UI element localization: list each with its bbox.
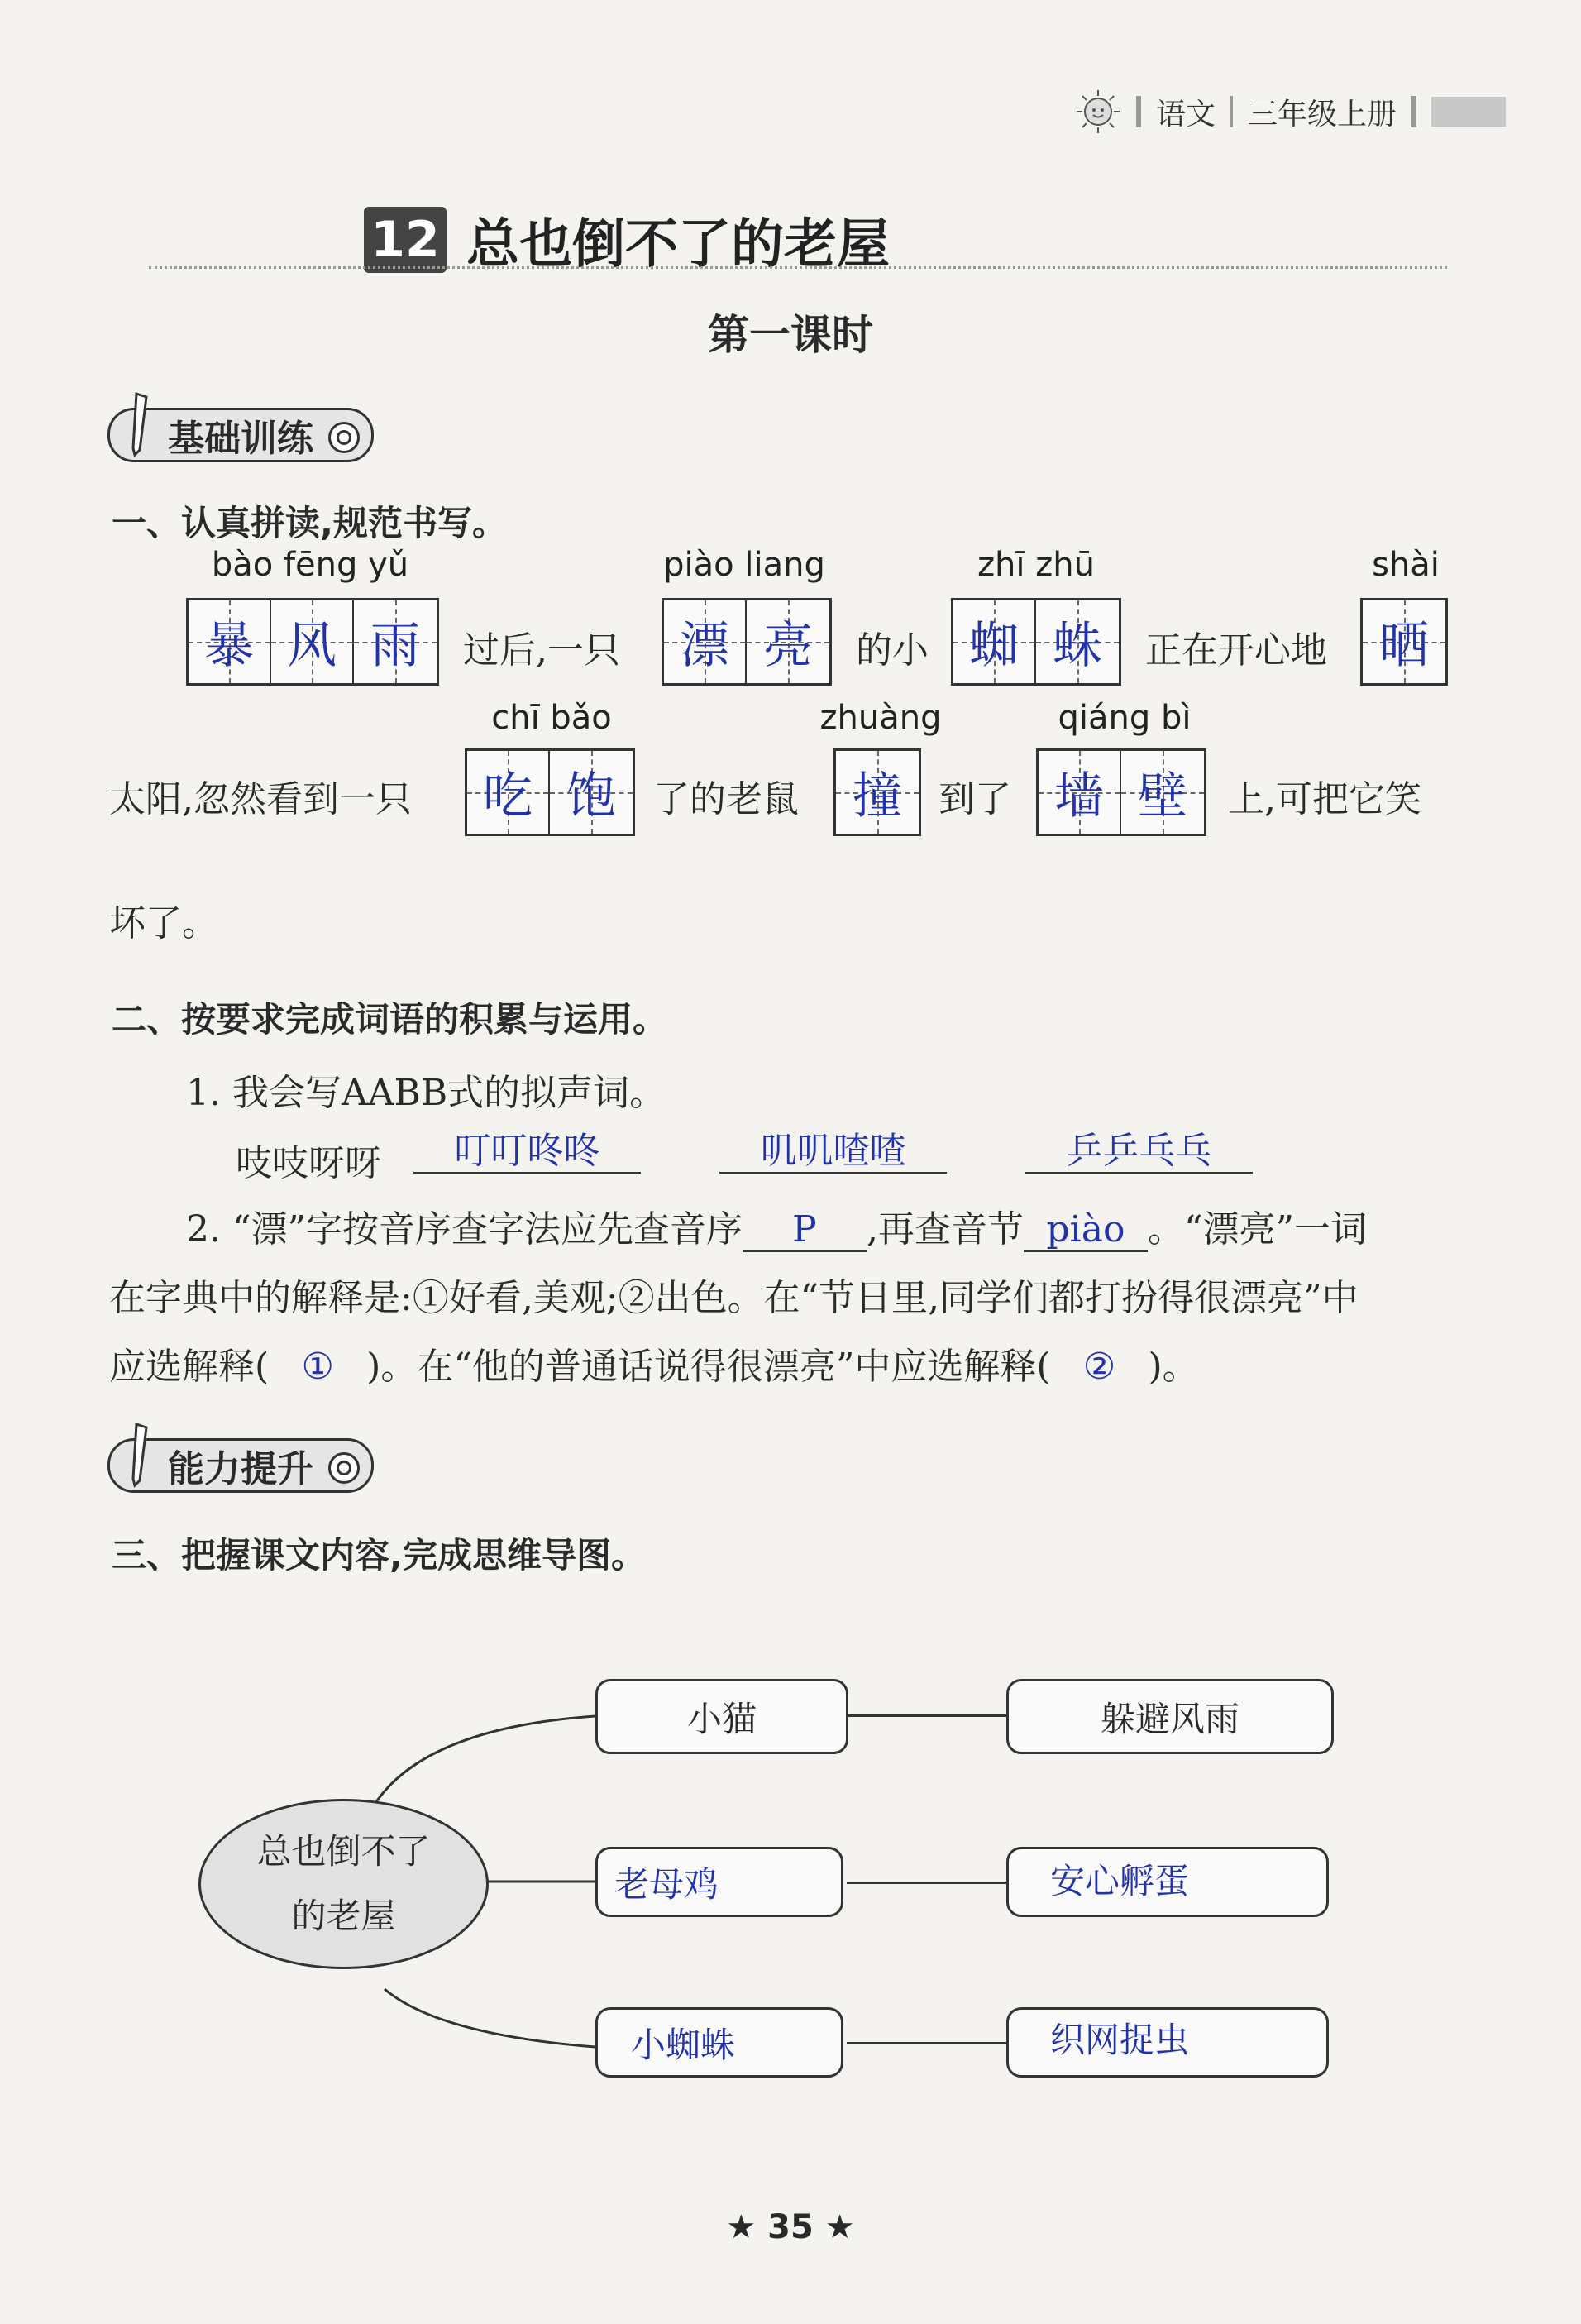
- sentence-text: 坏了。: [109, 902, 218, 944]
- node-text: 小蜘蛛: [631, 2024, 736, 2065]
- answer-blank: 叽叽喳喳: [719, 1121, 947, 1174]
- header-divider: [1136, 96, 1141, 127]
- pinyin: piào liang: [663, 546, 825, 584]
- pencil-icon: [128, 392, 153, 458]
- mindmap-node: [1006, 1847, 1329, 1917]
- grid-cell: 风: [271, 600, 354, 683]
- item-2-text: )。: [1148, 1346, 1199, 1388]
- writing-grid: [1036, 748, 1206, 836]
- title-divider: [149, 266, 1447, 269]
- item-2-line-2: 在字典中的解释是:①好看,美观;②出色。在“节日里,同学们都打扮得很漂亮”中: [109, 1277, 1359, 1319]
- pinyin: chī bǎo: [491, 699, 612, 737]
- mindmap-node: [595, 2007, 843, 2078]
- grade-label: 三年级上册: [1248, 97, 1397, 132]
- answer-choice: ②: [1082, 1346, 1116, 1388]
- header-gray-block: [1431, 97, 1506, 127]
- sentence-text: 正在开心地: [1145, 629, 1327, 672]
- answer-blank: piào: [1024, 1208, 1148, 1252]
- writing-grid: [951, 598, 1121, 686]
- grid-cell: 漂: [664, 600, 747, 683]
- center-text: 的老屋: [291, 1896, 396, 1936]
- pinyin: shài: [1372, 546, 1440, 584]
- grid-cell: 蛛: [1036, 600, 1119, 683]
- grid-cell: 壁: [1121, 751, 1204, 834]
- pinyin: zhuàng: [819, 699, 942, 737]
- question-1-heading: 一、认真拼读,规范书写。: [112, 503, 507, 543]
- item-2-text: )。在“他的普通话说得很漂亮”中应选解释(: [366, 1346, 1051, 1388]
- mindmap-node: [1006, 2007, 1329, 2078]
- section-tag-basic: [107, 405, 374, 465]
- grid-cell: 亮: [747, 600, 829, 683]
- writing-grid: [662, 598, 832, 686]
- example-word: 吱吱呀呀: [236, 1142, 381, 1184]
- grid-cell: 暴: [189, 600, 271, 683]
- mindmap-link: [847, 1882, 1006, 1884]
- grid-cell: 墙: [1039, 751, 1121, 834]
- grid-cell: 饱: [550, 751, 633, 834]
- item-1-prompt: 1. 我会写AABB式的拟声词。: [186, 1072, 666, 1114]
- mindmap-node: [595, 1847, 843, 1917]
- lesson-number: 12: [364, 207, 447, 273]
- writing-grid: [186, 598, 439, 686]
- item-2-text: 。“漂亮”一词: [1147, 1208, 1367, 1250]
- sentence-text: 了的老鼠: [653, 778, 799, 820]
- mindmap-link: [847, 2042, 1006, 2044]
- grid-cell: 晒: [1363, 600, 1445, 683]
- question-3-heading: 三、把握课文内容,完成思维导图。: [112, 1535, 646, 1576]
- subject-label: 语文: [1156, 97, 1216, 132]
- grid-cell: 蜘: [953, 600, 1036, 683]
- writing-grid: [833, 748, 921, 836]
- sentence-text: 过后,一只: [463, 629, 620, 672]
- node-text: 老母鸡: [614, 1863, 719, 1905]
- pencil-icon: [128, 1423, 153, 1489]
- item-2-text: 2. “漂”字按音序查字法应先查音序: [186, 1208, 743, 1250]
- mindmap-center: [198, 1799, 489, 1969]
- question-2-heading: 二、按要求完成词语的积累与运用。: [112, 999, 668, 1040]
- item-2-line-3: [109, 1337, 1199, 1389]
- mindmap-link: [847, 1714, 1006, 1717]
- center-text: 总也倒不了: [256, 1831, 431, 1872]
- grid-cell: 撞: [836, 751, 919, 834]
- item-2-line-1: [186, 1199, 1367, 1252]
- writing-grid: [1360, 598, 1448, 686]
- item-2-text: 应选解释(: [109, 1346, 270, 1388]
- sentence-text: 上,可把它笑: [1228, 778, 1421, 820]
- page-header: [1075, 83, 1506, 141]
- mindmap-node: [595, 1679, 848, 1754]
- answer-blank: P: [743, 1208, 867, 1252]
- star-icon: ★: [824, 2208, 855, 2246]
- grid-cell: 吃: [467, 751, 550, 834]
- section-title: 基础训练: [168, 418, 313, 460]
- header-divider: [1230, 96, 1233, 127]
- node-text: 安心孵蛋: [1050, 1861, 1190, 1901]
- pinyin: zhī zhū: [977, 546, 1095, 584]
- ring-icon: [328, 422, 360, 453]
- sun-icon: [1075, 88, 1121, 135]
- item-2-text: ,再查音节: [866, 1208, 1024, 1250]
- lesson-subtitle: 第一课时: [708, 311, 873, 359]
- pinyin: bào fēng yǔ: [211, 546, 409, 584]
- answer-blank: 叮叮咚咚: [413, 1121, 641, 1174]
- sentence-text: 的小: [856, 629, 929, 672]
- answer-blank: 乒乒乓乓: [1025, 1121, 1253, 1174]
- answer-choice: ①: [301, 1346, 334, 1388]
- node-text: 织网捉虫: [1050, 2020, 1190, 2060]
- grid-cell: 雨: [354, 600, 437, 683]
- sentence-text: 太阳,忽然看到一只: [109, 778, 412, 820]
- node-text: 小猫: [686, 1698, 757, 1739]
- writing-grid: [465, 748, 635, 836]
- ring-icon: [328, 1452, 360, 1484]
- section-title: 能力提升: [168, 1448, 313, 1490]
- section-tag-advanced: [107, 1436, 374, 1495]
- sentence-text: 到了: [939, 778, 1011, 820]
- star-icon: ★: [726, 2208, 757, 2246]
- page-number: [0, 2208, 1581, 2246]
- page-number-text: 35: [767, 2208, 814, 2246]
- lesson-title-row: [364, 198, 890, 281]
- mindmap-node: [1006, 1679, 1334, 1754]
- node-text: 躲避风雨: [1100, 1698, 1239, 1739]
- pinyin: qiáng bì: [1058, 699, 1192, 737]
- lesson-title: 总也倒不了的老屋: [466, 214, 890, 275]
- header-divider: [1411, 96, 1416, 127]
